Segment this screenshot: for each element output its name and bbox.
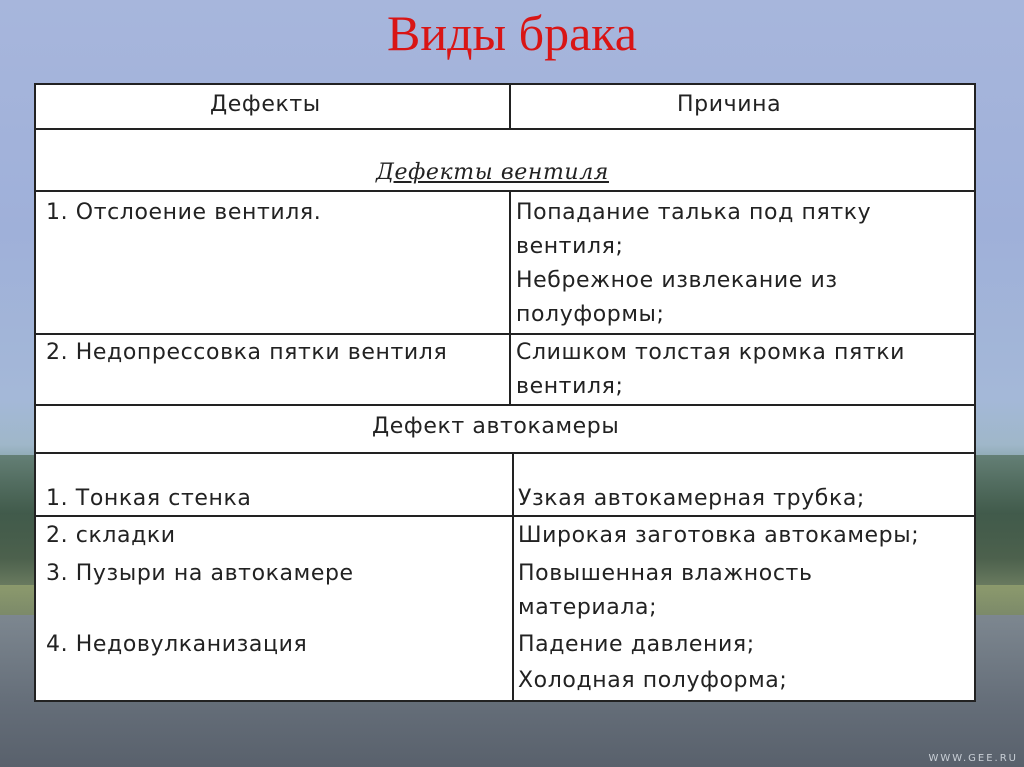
cause-line: Попадание талька под пятку xyxy=(516,200,872,225)
section-valve-defects: Дефекты вентиля xyxy=(376,160,609,185)
cause-line: вентиля; xyxy=(516,374,624,399)
cause-line: Широкая заготовка автокамеры; xyxy=(518,523,920,548)
cause-line: материала; xyxy=(518,595,658,620)
defect-thin-wall: 1. Тонкая стенка xyxy=(46,486,252,511)
cause-line: Слишком толстая кромка пятки xyxy=(516,340,906,365)
defect-undervulcanization: 4. Недовулканизация xyxy=(46,632,308,657)
defect-folds: 2. складки xyxy=(46,523,176,548)
defect-valve-peeling: 1. Отслоение вентиля. xyxy=(46,200,322,225)
cause-line: Падение давления; xyxy=(518,632,755,657)
cause-line: Холодная полуформа; xyxy=(518,668,788,693)
cause-narrow-tube: Узкая автокамерная трубка; xyxy=(518,486,865,511)
section-tube-defect: Дефект автокамеры xyxy=(372,414,620,439)
slide-title: Виды брака xyxy=(387,5,637,61)
header-cause: Причина xyxy=(677,92,782,117)
defect-bubbles: 3. Пузыри на автокамере xyxy=(46,561,354,586)
cause-line: Повышенная влажность xyxy=(518,561,813,586)
defects-table xyxy=(34,83,976,702)
cause-line: вентиля; xyxy=(516,234,624,259)
cause-line: полуформы; xyxy=(516,302,665,327)
watermark: WWW.GEE.RU xyxy=(928,753,1018,764)
defect-valve-underpress: 2. Недопрессовка пятки вентиля xyxy=(46,340,448,365)
header-defects: Дефекты xyxy=(210,92,321,117)
cause-line: Небрежное извлекание из xyxy=(516,268,838,293)
